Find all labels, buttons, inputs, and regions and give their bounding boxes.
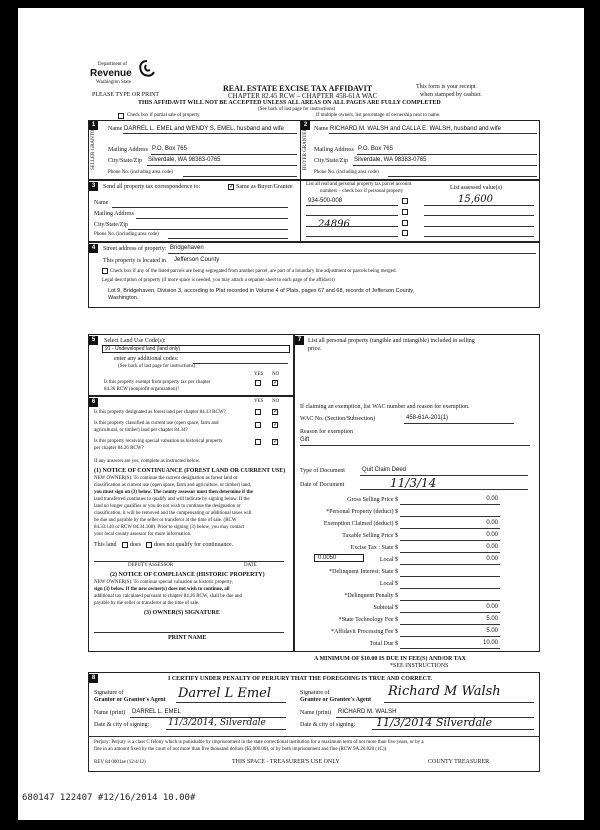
reason-label: Reason for exemption xyxy=(300,429,353,435)
form-chapter: CHAPTER 82.45 RCW – CHAPTER 458-61A WAC xyxy=(228,92,378,100)
perjury-line-1: Perjury: Perjury is a class C felony which is punishable by imprisonment in the state correctional institution for a maximum term of not more than five years, or by a xyxy=(94,740,424,745)
s3-phone-label: Phone No. (including area code) xyxy=(94,232,159,237)
tax-label-total: Total Due $ xyxy=(369,641,398,647)
form-title: REAL ESTATE EXCISE TAX AFFIDAVIT xyxy=(223,84,373,93)
section-8-number: 8 xyxy=(89,674,98,683)
seller-mailing-field[interactable]: P.O. Box 765 xyxy=(152,146,187,152)
tax-value-local[interactable]: 0.00 xyxy=(486,556,498,562)
minimum-due-note: A MINIMUM OF $10.00 IS DUE IN FEE(S) AND/OR TAX xyxy=(314,656,466,662)
historic-question-b: per chapter 84.26 RCW? xyxy=(94,446,144,451)
current-use-question-b: agricultural, or timber) land per chapter 84.34? xyxy=(94,428,188,433)
current-use-no-checkbox[interactable]: ✓ xyxy=(273,422,279,428)
land-use-value: 91 - Undeveloped land (land only) xyxy=(105,346,181,352)
form-see-back: (See back of last page for instructions) xyxy=(258,107,336,112)
street-label: Street address of property: xyxy=(103,246,167,252)
grantee-date-label: Date & city of signing: xyxy=(300,722,356,728)
receipt-note-2: when stamped by cashier. xyxy=(420,92,482,98)
tax-label-subtotal: Subtotal $ xyxy=(373,605,398,611)
continuance-line-4: land transferred continues to qualify and will indicate by signing below. If the xyxy=(94,497,250,502)
partial-sale-label: Check box if partial sale of property xyxy=(127,113,200,118)
parcel-2-personal-checkbox[interactable] xyxy=(402,209,408,215)
multiple-owners-note: If multiple owners, list percentage of ownership next to name. xyxy=(316,113,441,118)
land-use-label: Select Land Use Code(s): xyxy=(104,338,166,344)
recording-stamp: 680147 122407 #12/16/2014 10.00# xyxy=(22,793,196,803)
local-rate-value: 0.0050 xyxy=(318,555,337,561)
historic-no-checkbox[interactable]: ✓ xyxy=(273,439,279,445)
partial-sale-checkbox[interactable] xyxy=(118,113,124,119)
street-field[interactable]: Bridgehaven xyxy=(170,245,204,251)
tax-value-state[interactable]: 0.00 xyxy=(486,544,498,550)
seller-phone-label: Phone No. (including area code) xyxy=(108,170,173,175)
legal-description-2[interactable]: Washington. xyxy=(108,295,139,301)
grantee-date-field[interactable]: 11/3/2014 Silverdale xyxy=(376,716,493,729)
seller-mailing-label: Mailing Address xyxy=(108,147,148,153)
tax-value-taxable[interactable]: 0.00 xyxy=(486,532,498,538)
tax-label-exemption: Exemption Claimed (deduct) $ xyxy=(323,521,398,527)
grantee-name-field[interactable]: RICHARD M. WALSH xyxy=(338,709,397,715)
personal-property-label-1: List all personal property (tangible and intangible) included in selling xyxy=(308,338,475,344)
parcel-1-personal-checkbox[interactable] xyxy=(402,198,408,204)
affidavit-page xyxy=(18,8,584,820)
continuance-line-7: be due and payable by the seller or transferor at the time of sale. (RCW xyxy=(94,518,237,523)
wac-field[interactable]: 458-61A-201(1) xyxy=(406,415,449,421)
buyer-name-label: Name xyxy=(314,126,329,132)
print-name-label: PRINT NAME xyxy=(168,635,207,641)
receipt-note-1: This form is your receipt xyxy=(416,84,476,90)
continuance-line-2: classification as current use (open space, farm and agriculture, or timber) land, xyxy=(94,483,252,488)
continuance-line-6: classification, it will be removed and the compensating or additional taxes will xyxy=(94,511,252,516)
grantor-signature[interactable]: Darrel L Emel xyxy=(178,686,272,701)
deputy-date-label: DATE xyxy=(244,563,257,568)
current-use-yes-checkbox[interactable] xyxy=(255,422,261,428)
forest-no-checkbox[interactable]: ✓ xyxy=(273,409,279,415)
see-instructions-note: *SEE INSTRUCTIONS xyxy=(390,663,449,669)
grantee-name-label: Name (print) xyxy=(300,710,332,716)
county-treasurer-label: COUNTY TREASURER xyxy=(428,759,490,765)
certify-statement: I CERTIFY UNDER PENALTY OF PERJURY THAT THE FOREGOING IS TRUE AND CORRECT. xyxy=(168,676,433,682)
continuance-line-9: your local county assessor for more information. xyxy=(94,532,192,537)
tax-value-gross[interactable]: 0.00 xyxy=(486,496,498,502)
tax-label-taxable: Taxable Selling Price $ xyxy=(342,533,398,539)
buyer-phone-label: Phone No. (including area code) xyxy=(314,170,379,175)
buyer-mailing-label: Mailing Address xyxy=(314,147,354,153)
section-4-number: 4 xyxy=(89,244,98,253)
grantee-sig-label-2: Grantee or Grantee's Agent xyxy=(300,697,372,703)
historic-title: (2) NOTICE OF COMPLIANCE (HISTORIC PROPERTY) xyxy=(110,572,265,578)
send-tax-label: Send all property tax correspondence to: xyxy=(103,184,201,190)
personal-property-label-2: price. xyxy=(308,346,322,352)
seller-name-field[interactable]: DARREL L. EMEL and WENDY S. EMEL, husband and wife xyxy=(124,126,284,132)
s6-no-header: NO xyxy=(272,399,280,404)
continuance-line-5: land no longer qualifies or you do not wish to continue the designation or xyxy=(94,504,241,509)
section-5-number: 5 xyxy=(89,336,98,345)
parcel-1-field[interactable]: 934-500-008 xyxy=(308,198,343,204)
deputy-assessor-label: DEPUTY ASSESSOR xyxy=(128,563,174,568)
parcel-header-2: numbers – check box if personal property xyxy=(320,189,404,194)
segregated-checkbox[interactable] xyxy=(102,268,108,274)
section-7-box xyxy=(294,334,540,652)
type-or-print: PLEASE TYPE OR PRINT xyxy=(92,92,160,98)
seller-side-label: SELLER GRANTOR xyxy=(91,126,96,170)
grantee-signature[interactable]: Richard M Walsh xyxy=(388,684,501,699)
land-does-not-label: does not qualify for continuance. xyxy=(154,542,234,548)
doc-type-label: Type of Document xyxy=(300,468,345,474)
perjury-line-2: fine in an amount fixed by the court of not more than five thousand dollars ($5,000.00), or by both imprisonment and fine (RCW 9A.20.020 (1C)). xyxy=(94,747,388,752)
grantee-sig-label-1: Signature of xyxy=(300,690,330,696)
buyer-mailing-field[interactable]: P.O. Box 765 xyxy=(358,146,393,152)
current-use-question-a: Is this property classified as current use (open space, farm and xyxy=(94,421,219,426)
land-does-not-checkbox[interactable] xyxy=(146,542,152,548)
seller-city-field[interactable]: Silverdale, WA 98383-0765 xyxy=(148,157,221,163)
doc-date-label: Date of Document xyxy=(300,482,345,488)
buyer-side-label: BUYER GRANTEE xyxy=(303,128,308,170)
exempt-no-checkbox[interactable]: ✓ xyxy=(273,380,279,386)
logo-revenue: Revenue xyxy=(90,68,132,79)
section-7-number: 7 xyxy=(295,336,304,345)
continuance-title: (1) NOTICE OF CONTINUANCE (FOREST LAND OR CURRENT USE) xyxy=(94,468,286,474)
if-yes-note: If any answers are yes, complete as instructed below. xyxy=(94,459,201,464)
forest-yes-checkbox[interactable] xyxy=(255,409,261,415)
seller-name-label: Name xyxy=(108,126,123,132)
buyer-city-label: City/State/Zip xyxy=(314,158,348,164)
tax-label-penalty: *Delinquent Penalty $ xyxy=(344,593,398,599)
tax-label-delinq-local: Local $ xyxy=(379,581,398,587)
s3-name-label: Name xyxy=(94,200,109,206)
exempt-question-1: Is this property exempt from property tax per chapter xyxy=(104,380,211,385)
treasurer-space-label: THIS SPACE - TREASURER'S USE ONLY xyxy=(232,759,340,765)
buyer-city-field[interactable]: Silverdale, WA 98383-0765 xyxy=(354,157,427,163)
tax-value-tech-fee[interactable]: 5.00 xyxy=(486,616,498,622)
historic-question-a: Is this property receiving special valuation as historical property xyxy=(94,439,223,444)
owner-signature-label: (3) OWNER(S) SIGNATURE xyxy=(144,610,220,616)
tax-value-processing-fee[interactable]: 5.00 xyxy=(486,628,498,634)
parcel-3-personal-checkbox[interactable] xyxy=(402,220,408,226)
land-does-checkbox[interactable] xyxy=(122,542,128,548)
legal-description-1[interactable]: Lot 9, Bridgehaven, Division 3, according to Plat recorded in Volume 4 of Plats, pages 67 and 68, records of Jefferson County, xyxy=(108,288,415,294)
tax-label-local: Local $ xyxy=(379,557,398,563)
legal-label: Legal description of property (if more space is needed, you may attach a separate sheet to each page of the affidavit) xyxy=(102,278,335,283)
parcel-handwritten: 24896 xyxy=(318,219,350,230)
parcel-header-1: List all real and personal property tax parcel account xyxy=(306,182,412,187)
land-does-label: does xyxy=(130,542,141,548)
county-field[interactable]: Jefferson County xyxy=(174,257,220,263)
same-as-buyer-checkbox[interactable]: ✓ xyxy=(229,184,235,190)
owner-signature-line[interactable] xyxy=(94,632,284,633)
tax-value-total[interactable]: 10.00 xyxy=(482,640,498,646)
land-use-see-back: (See back of last page for instructions) xyxy=(118,364,196,369)
historic-line-1: NEW OWNER(S): To continue special valuation as historic property, xyxy=(94,580,233,585)
buyer-name-field[interactable]: RICHARD M. WALSH and CALLA E. WALSH, husband and wife xyxy=(330,126,501,132)
land-qualify-label: This land xyxy=(94,542,117,548)
section-6-number: 6 xyxy=(89,398,98,407)
logo-state: Washington State xyxy=(96,80,132,85)
parcel-4-personal-checkbox[interactable] xyxy=(402,230,408,236)
grantor-name-label: Name (print) xyxy=(94,710,126,716)
assessed-value-field[interactable]: 15,600 xyxy=(458,194,493,205)
grantor-sig-label-2: Grantor or Grantor's Agent xyxy=(94,697,166,703)
tax-label-delinq-state: *Delinquent Interest: State $ xyxy=(329,569,398,575)
doc-date-field[interactable]: 11/3/14 xyxy=(390,476,437,490)
section-2-number: 2 xyxy=(301,121,310,130)
tax-value-exemption[interactable]: 0.00 xyxy=(486,520,498,526)
exemption-claim-label: If claiming an exemption, list WAC number and reason for exemption. xyxy=(300,404,470,410)
continuance-line-1: NEW OWNER(S): To continue the current designation as forest land or xyxy=(94,476,238,481)
section-1-number: 1 xyxy=(89,121,98,130)
tax-label-personal: *Personal Property (deduct) $ xyxy=(326,509,398,515)
s3-mailing-label: Mailing Address xyxy=(94,211,134,217)
grantor-date-label: Date & city of signing: xyxy=(94,722,150,728)
s6-yes-header: YES xyxy=(254,399,264,404)
tax-label-tech-fee: *State Technology Fee $ xyxy=(338,617,398,623)
s3-city-label: City/State/Zip xyxy=(94,222,128,228)
wac-label: WAC No. (Section/Subsection) xyxy=(300,416,376,422)
historic-line-3: additional tax calculated pursuant to chapter 84.26 RCW, shall be due and xyxy=(94,594,242,599)
county-label: This property is located in xyxy=(103,258,166,264)
tax-value-subtotal[interactable]: 0.00 xyxy=(486,604,498,610)
same-as-buyer-label: Same as Buyer/Grantee xyxy=(236,184,293,190)
forest-question: Is this property designated as forest land per chapter 84.33 RCW? xyxy=(94,410,226,415)
form-notice: THIS AFFIDAVIT WILL NOT BE ACCEPTED UNLESS ALL AREAS ON ALL PAGES ARE FULLY COMPLETED xyxy=(138,100,441,106)
revenue-emblem-icon xyxy=(138,60,156,80)
grantor-sig-label-1: Signature of xyxy=(94,690,124,696)
segregated-label: Check box if any of the listed parcels are being segregated from another parcel, are part of a boundary line adjustment or parcels being merged. xyxy=(110,269,397,274)
logo-dept: Department of xyxy=(98,62,128,67)
historic-line-4: payable by the seller or transferor at the time of sale. xyxy=(94,601,200,606)
continuance-line-8: 84.33.140 or RCW 84.34.108). Prior to signing (3) below, you may contact xyxy=(94,525,245,530)
form-revision: REV 84 0001ae (12/4/12) xyxy=(94,760,146,765)
grantor-date-field[interactable]: 11/3/2014, Silverdale xyxy=(168,718,266,728)
additional-codes-label: enter any additional codes: xyxy=(114,356,179,362)
reason-field[interactable]: Gift xyxy=(300,437,310,443)
grantor-name-field[interactable]: DARREL L. EMEL xyxy=(132,709,181,715)
seller-city-label: City/State/Zip xyxy=(108,158,142,164)
continuance-line-3: you must sign on (3) below. The county assessor must then determine if the xyxy=(94,490,253,495)
section-3-number: 3 xyxy=(89,182,98,191)
historic-line-2: sign (3) below. If the new owner(s) does not wish to continue, all xyxy=(94,587,230,592)
s5-no-header: NO xyxy=(272,372,280,377)
s5-yes-header: YES xyxy=(254,372,264,377)
exempt-yes-checkbox[interactable] xyxy=(255,380,261,386)
assessed-header: List assessed value(s) xyxy=(450,185,502,191)
tax-label-gross: Gross Selling Price $ xyxy=(347,497,398,503)
exempt-question-2: 84.36 RCW (nonprofit organization)? xyxy=(104,387,180,392)
tax-label-processing-fee: *Affidavit Processing Fee $ xyxy=(330,629,398,635)
doc-type-field[interactable]: Quit Claim Deed xyxy=(362,467,407,473)
historic-yes-checkbox[interactable] xyxy=(255,439,261,445)
tax-label-state: Excise Tax : State $ xyxy=(350,545,398,551)
